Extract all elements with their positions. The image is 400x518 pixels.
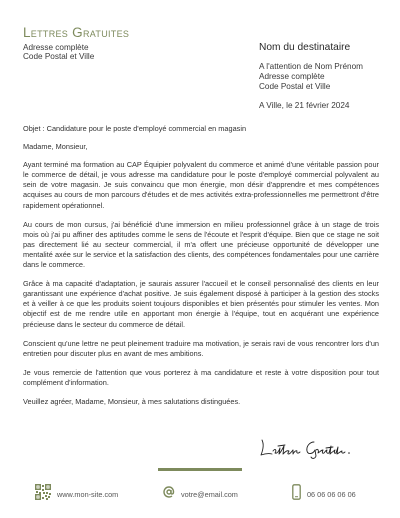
letter-paragraph: Au cours de mon cursus, j'ai bénéficié d'une immersion en milieu professionnel grâce à un stage de trois mois où j'ai pu affiner des aptitudes comme le sens de l'écoute et l'esprit d'équipe. Bien que ce stage ne soit pas directement lié au secteur commercial, il m'a offert une précieuse opportunité de développer une mentalité axée sur le service et la satisfaction des clients, des compétences fondamentales pour une carrière dans le commerce. (23, 219, 379, 270)
letter-date: A Ville, le 21 février 2024 (259, 101, 350, 110)
handwritten-signature (258, 434, 358, 460)
recipient-address: Adresse complète (259, 72, 325, 81)
qr-code-icon (35, 484, 51, 505)
sender-postal-city: Code Postal et Ville (23, 52, 95, 61)
mobile-phone-icon (292, 484, 301, 505)
letter-salutation: Madame, Monsieur, (23, 142, 88, 152)
letter-paragraph: Conscient qu'une lettre ne peut pleinement traduire ma motivation, je serais ravi de vous rencontrer lors d'un entretien pour discuter plus en avant de mes ambitions. (23, 338, 379, 358)
sender-name: Lettres Gratuites (23, 25, 130, 40)
footer-website (35, 484, 118, 504)
letter-paragraph: Je vous remercie de l'attention que vous porterez à ma candidature et reste à votre disposition pour tout complément d'information. (23, 367, 379, 387)
letter-paragraph: Ayant terminé ma formation au CAP Équipier polyvalent du commerce et animé d'une véritable passion pour le commerce de détail, je vous adresse ma candidature pour le poste d'employé commercial polyvalent au sein de votre magasin. Je suis convaincu que mon énergie, mon désir d'apprendre et mes compétences acquises au cours de mon parcours d'études et de mes activités extra-professionnelles me permettront d'être rapidement opérationnel. (23, 160, 379, 210)
recipient-name: Nom du destinataire (259, 42, 351, 53)
sender-address: Adresse complète (23, 43, 89, 52)
phone-text: 06 06 06 06 06 (307, 489, 356, 499)
footer-divider (158, 468, 242, 471)
at-sign-icon (163, 485, 175, 503)
email-text: votre@email.com (181, 489, 238, 499)
footer-email (163, 484, 238, 504)
footer-phone (292, 484, 356, 504)
letter-subject: Objet : Candidature pour le poste d'employé commercial en magasin (23, 124, 247, 133)
letter-closing: Veuillez agréer, Madame, Monsieur, à mes salutations distinguées. (23, 396, 241, 406)
recipient-attention: A l'attention de Nom Prénom (259, 62, 363, 71)
recipient-block (259, 42, 394, 92)
recipient-postal-city: Code Postal et Ville (259, 82, 331, 91)
website-text: www.mon-site.com (57, 489, 119, 499)
footer (0, 484, 400, 504)
letter-paragraph: Grâce à ma capacité d'adaptation, je saurais assurer l'accueil et le conseil personnalisé des clients en leur garantissant une expérience d'achat positive. Je suis également disposé à participer à la gestion des stocks et à veiller à ce que les produits soient toujours disponibles et bien présentés pour stimuler les ventes. Mon objectif est de me rendre utile en apportant mon énergie à l'équipe, tout en acquérant une expérience précieuse dans le secteur du commerce de détail. (23, 279, 379, 329)
letter-body (23, 124, 379, 407)
